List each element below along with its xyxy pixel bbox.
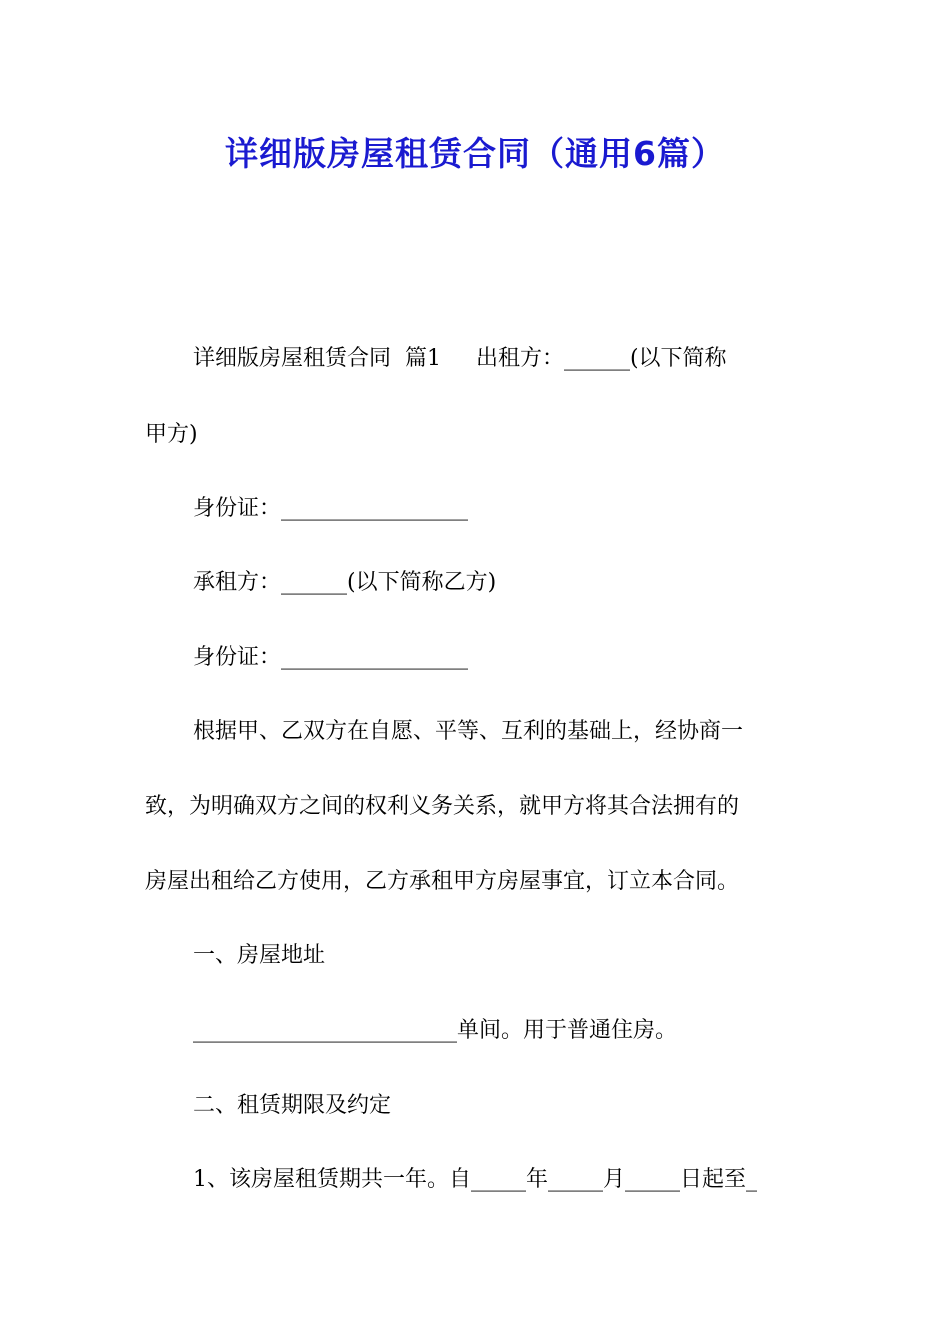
preamble-line-1: 根据甲、乙双方在自愿、平等、互利的基础上，经协商一 [193, 719, 744, 744]
preamble-line-3: 房屋出租给乙方使用，乙方承租甲方房屋事宜，订立本合同。 [145, 869, 740, 894]
preamble-line-2: 致，为明确双方之间的权利义务关系，就甲方将其合法拥有的 [145, 794, 740, 819]
lease-term-line: 1、该房屋租赁期共一年。自_____年_____月_____日起至_ [193, 1167, 757, 1192]
lessor-id-line: 身份证：_________________ [193, 496, 469, 521]
party-a-abbreviation-line: 甲方) [145, 422, 198, 447]
house-address-line: ________________________单间。用于普通住房。 [193, 1018, 678, 1043]
lessee-id-line: 身份证：_________________ [193, 645, 469, 670]
section-1-heading: 一、房屋地址 [193, 943, 326, 968]
document-title: 详细版房屋租赁合同（通用6篇） [225, 134, 725, 173]
section-2-heading: 二、租赁期限及约定 [193, 1093, 392, 1118]
contract-heading-lessor-line: 详细版房屋租赁合同 篇1 出租方：______(以下简称 [193, 346, 727, 371]
lessee-line: 承租方：______(以下简称乙方) [193, 570, 497, 595]
